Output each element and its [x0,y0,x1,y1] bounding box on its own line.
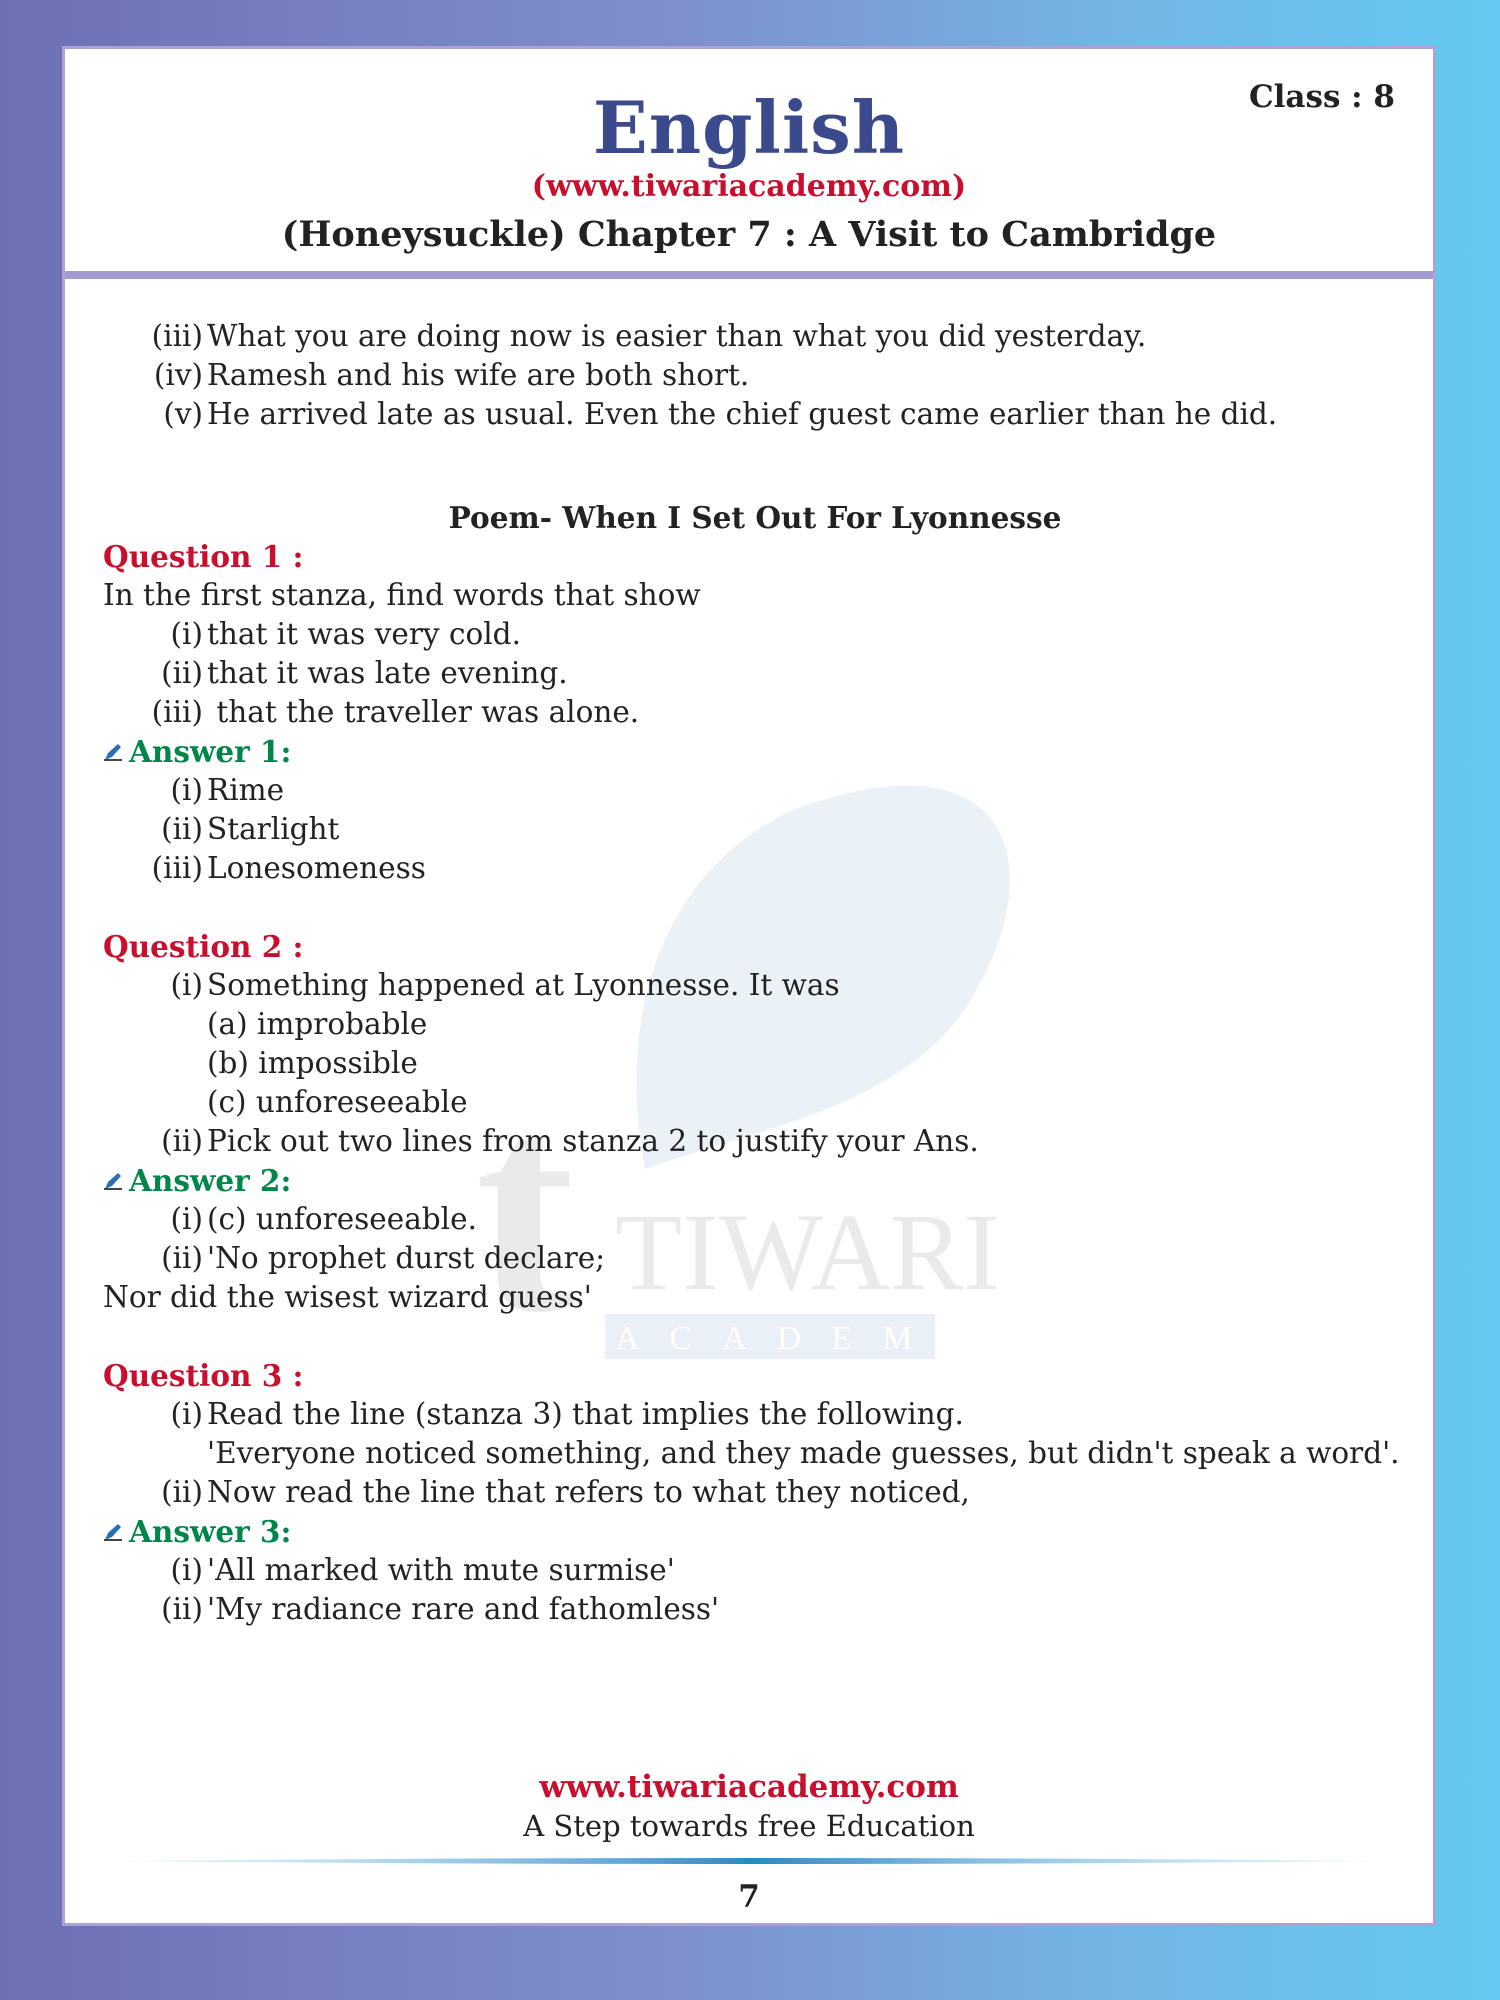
answer-1-heading: Answer 1: [103,732,1403,771]
list-item: (i) 'All marked with mute surmise' [170,1553,675,1587]
watermark-tagline: ACADEMY [615,1320,997,1357]
footer-tagline: A Step towards free Education [523,1809,975,1843]
option-item: (b) impossible [207,1046,418,1080]
header-website[interactable]: (www.tiwariacademy.com) [531,169,967,204]
list-item: (iii) that the traveller was alone. [151,695,640,729]
subject-title: English [592,85,906,170]
pen-icon [103,1522,123,1542]
list-item: (ii) Starlight [161,812,340,846]
prev-answer-item: (iv) Ramesh and his wife are both short. [153,358,750,392]
list-item: (ii) that it was late evening. [161,656,568,690]
answer-2-continuation: Nor did the wisest wizard guess' [103,1280,592,1314]
list-item: (ii) 'My radiance rare and fathomless' [161,1592,720,1626]
list-item: (i) Something happened at Lyonnesse. It was [170,968,840,1002]
list-item: (i) Read the line (stanza 3) that implies the following. [170,1397,964,1431]
list-item: (ii) Pick out two lines from stanza 2 to justify your Ans. [161,1124,979,1158]
page-header [65,49,1433,279]
prev-answer-item: (v) He arrived late as usual. Even the chief guest came earlier than he did. [163,397,1278,431]
content-body [103,317,1403,1629]
list-item: (i) (c) unforeseeable. [170,1202,477,1236]
watermark-brand: TIWARI [615,1191,1000,1313]
list-item: (ii) Now read the line that refers to what they noticed, [161,1475,970,1509]
class-label: Class : 8 [1248,79,1395,115]
chapter-title: (Honeysuckle) Chapter 7 : A Visit to Cambridge [281,214,1217,255]
watermark-letter: t [475,1042,575,1374]
list-item: (i) Rime [170,773,285,807]
footer-divider [115,1857,1385,1865]
document-page [62,46,1436,1926]
answer-2-heading: Answer 2: [103,1161,1403,1200]
question-1-intro: In the first stanza, find words that show [103,578,701,612]
section-title: Poem- When I Set Out For Lyonnesse [448,500,1062,535]
list-item: (iii) Lonesomeness [151,851,426,885]
option-item: (c) unforeseeable [207,1085,468,1119]
question-3-heading: Question 3 : [103,1358,304,1393]
prev-answer-item: (iii) What you are doing now is easier than what you did yesterday. [151,319,1147,353]
answer-3-heading: Answer 3: [103,1512,1403,1551]
question-2-heading: Question 2 : [103,929,304,964]
list-item: (i) that it was very cold. [170,617,521,651]
footer-website[interactable]: www.tiwariacademy.com [539,1769,959,1805]
option-item: (a) improbable [207,1007,428,1041]
list-item: (ii) 'No prophet durst declare; [161,1241,606,1275]
question-1-heading: Question 1 : [103,539,304,574]
page-number: 7 [738,1879,760,1915]
pen-icon [103,742,123,762]
pen-icon [103,1171,123,1191]
quoted-line: 'Everyone noticed something, and they made guesses, but didn't speak a word'. [207,1436,1400,1470]
